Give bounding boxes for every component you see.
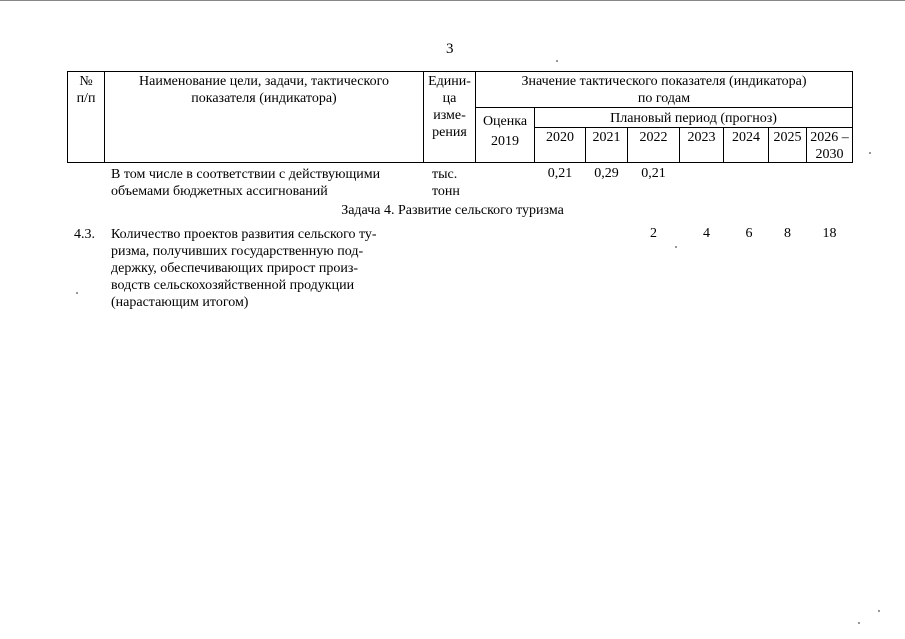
value-2022: 0,21 [641, 166, 666, 181]
row-name: Количество проектов развития сельского ту- ризма, получивших государственную под- держку, обеспечивающих прирост произ- водств сельскохозяйственной продукции (нарастающим итогом) [111, 227, 377, 310]
year-2025: 2025 [773, 130, 802, 145]
row-unit: тыс. тонн [432, 167, 460, 199]
planned-period-header: Плановый период (прогноз) [610, 111, 777, 126]
col-unit-header: Едини- ца изме- рения [428, 74, 471, 140]
year-2023: 2023 [687, 130, 716, 145]
scan-speck [869, 152, 871, 154]
row-name: В том числе в соответствии с действующими объемами бюджетных ассигнований [111, 167, 381, 199]
scan-speck [878, 610, 880, 612]
value-2023: 4 [703, 226, 710, 241]
scan-speck [858, 622, 860, 624]
scan-speck [76, 292, 78, 294]
page-number: 3 [446, 41, 454, 57]
value-2020: 0,21 [547, 166, 573, 181]
col-values-header: Значение тактического показателя (индикатора) по годам [521, 74, 807, 106]
year-2026-2030: 2026 – 2030 [810, 130, 849, 162]
year-2020: 2020 [546, 130, 574, 145]
estimate-header: Оценка 2019 [482, 114, 528, 149]
scan-speck [556, 60, 558, 62]
value-2021: 0,29 [594, 166, 619, 181]
page-top-edge [0, 0, 905, 1]
value-2025: 8 [784, 226, 791, 241]
year-2021: 2021 [592, 130, 621, 145]
value-2022: 2 [650, 226, 657, 241]
value-2026-2030: 18 [822, 226, 837, 241]
scan-speck [675, 246, 677, 248]
row-number: 4.3. [74, 227, 95, 242]
year-2022: 2022 [639, 130, 668, 145]
task-heading: Задача 4. Развитие сельского туризма [341, 203, 564, 218]
col-name-header: Наименование цели, задачи, тактического показателя (индикатора) [139, 74, 389, 106]
value-2024: 6 [745, 226, 753, 241]
year-2024: 2024 [732, 130, 760, 145]
col-num-header: № п/п [76, 74, 96, 106]
